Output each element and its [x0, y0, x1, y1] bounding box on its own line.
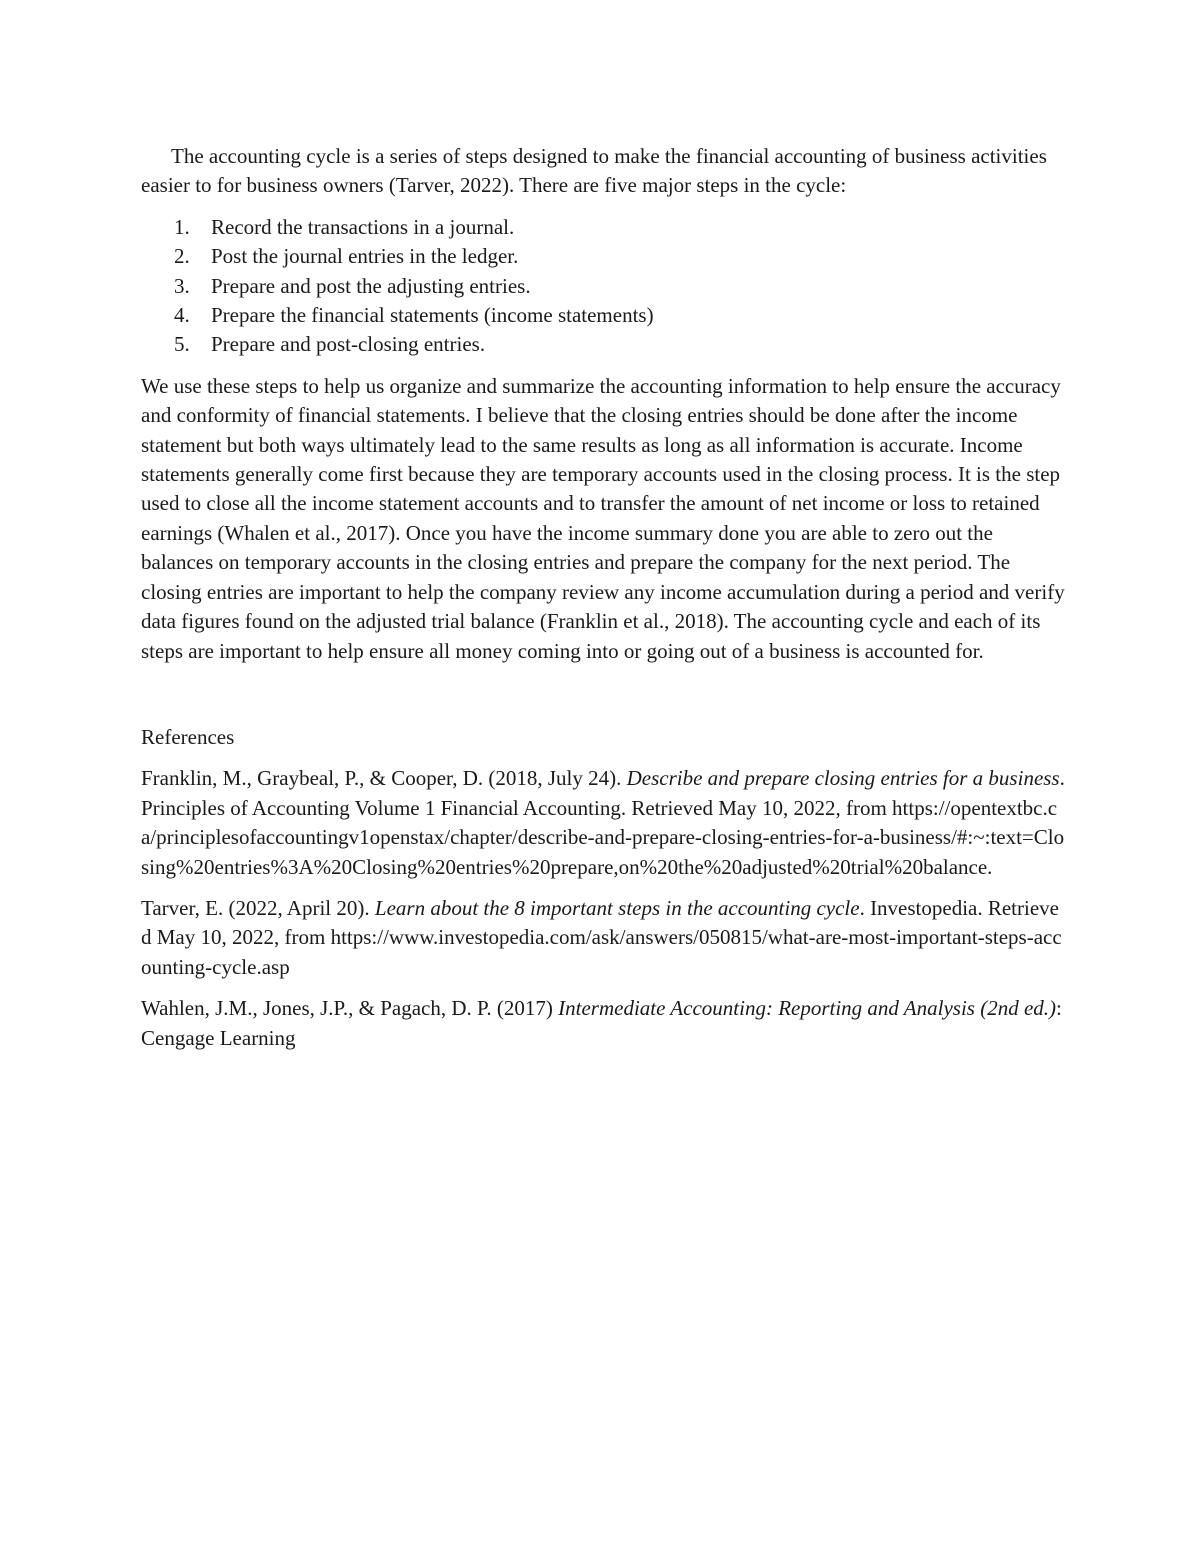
list-item-text: Record the transactions in a journal.	[211, 214, 515, 239]
list-item	[141, 272, 1066, 301]
list-number: 1.	[174, 214, 190, 239]
list-item	[141, 301, 1066, 330]
list-number: 3.	[174, 273, 190, 298]
reference-entry	[141, 894, 1066, 982]
list-item-text: Prepare the financial statements (income statements)	[211, 303, 654, 328]
steps-list	[141, 213, 1066, 360]
reference-entry	[141, 994, 1066, 1053]
reference-details: . Investopedia. Retrieved May 10, 2022, from https://www.investopedia.com/ask/answers/050815/what-are-most-important-steps-accounting-cycle.asp	[141, 895, 1062, 979]
list-number: 2.	[174, 244, 190, 269]
reference-entry	[141, 764, 1066, 882]
references-heading: References	[141, 724, 235, 749]
reference-title: Learn about the 8 important steps in the accounting cycle	[374, 895, 860, 920]
reference-title: Describe and prepare closing entries for a business	[626, 766, 1060, 791]
reference-details: : Cengage Learning	[141, 996, 1062, 1050]
reference-title: Intermediate Accounting: Reporting and Analysis (2nd ed.)	[558, 996, 1057, 1021]
list-item-text: Prepare and post-closing entries.	[211, 332, 486, 357]
list-item-text: Prepare and post the adjusting entries.	[211, 273, 531, 298]
list-item	[141, 213, 1066, 242]
intro-paragraph: The accounting cycle is a series of steps designed to make the financial accounting of business activities easier to for business owners (Tarver, 2022). There are five major steps in the cycle:	[141, 144, 1047, 198]
list-number: 4.	[174, 303, 190, 328]
body-paragraph: We use these steps to help us organize and summarize the accounting information to help ensure the accuracy and conformity of financial statements. I believe that the closing entries should be done after the income statement but both ways ultimately lead to the same results as long as all information is accurate. Income statements generally come first because they are temporary accounts used in the closing process. It is the step used to close all the income statement accounts and to transfer the amount of net income or loss to retained earnings (Whalen et al., 2017). Once you have the income summary done you are able to zero out the balances on temporary accounts in the closing entries and prepare the company for the next period. The closing entries are important to help the company review any income accumulation during a period and verify data figures found on the adjusted trial balance (Franklin et al., 2018). The accounting cycle and each of its steps are important to help ensure all money coming into or going out of a business is accounted for.	[141, 373, 1065, 663]
document-page	[141, 142, 1066, 1053]
reference-authors: Franklin, M., Graybeal, P., & Cooper, D. (2018, July 24).	[141, 766, 627, 791]
list-item-text: Post the journal entries in the ledger.	[211, 244, 519, 269]
list-item	[141, 242, 1066, 271]
reference-details: . Principles of Accounting Volume 1 Financial Accounting. Retrieved May 10, 2022, from https://opentextbc.ca/principlesofaccountingv1openstax/chapter/describe-and-prepare-closing-entries-for-a-business/#:~:text=Closing%20entries%3A%20Closing%20entries%20prepare,on%20the%20adjusted%20trial%20balance.	[141, 766, 1065, 879]
list-item	[141, 330, 1066, 359]
list-number: 5.	[174, 332, 190, 357]
reference-authors: Wahlen, J.M., Jones, J.P., & Pagach, D. P. (2017)	[141, 996, 559, 1021]
reference-authors: Tarver, E. (2022, April 20).	[141, 895, 375, 920]
